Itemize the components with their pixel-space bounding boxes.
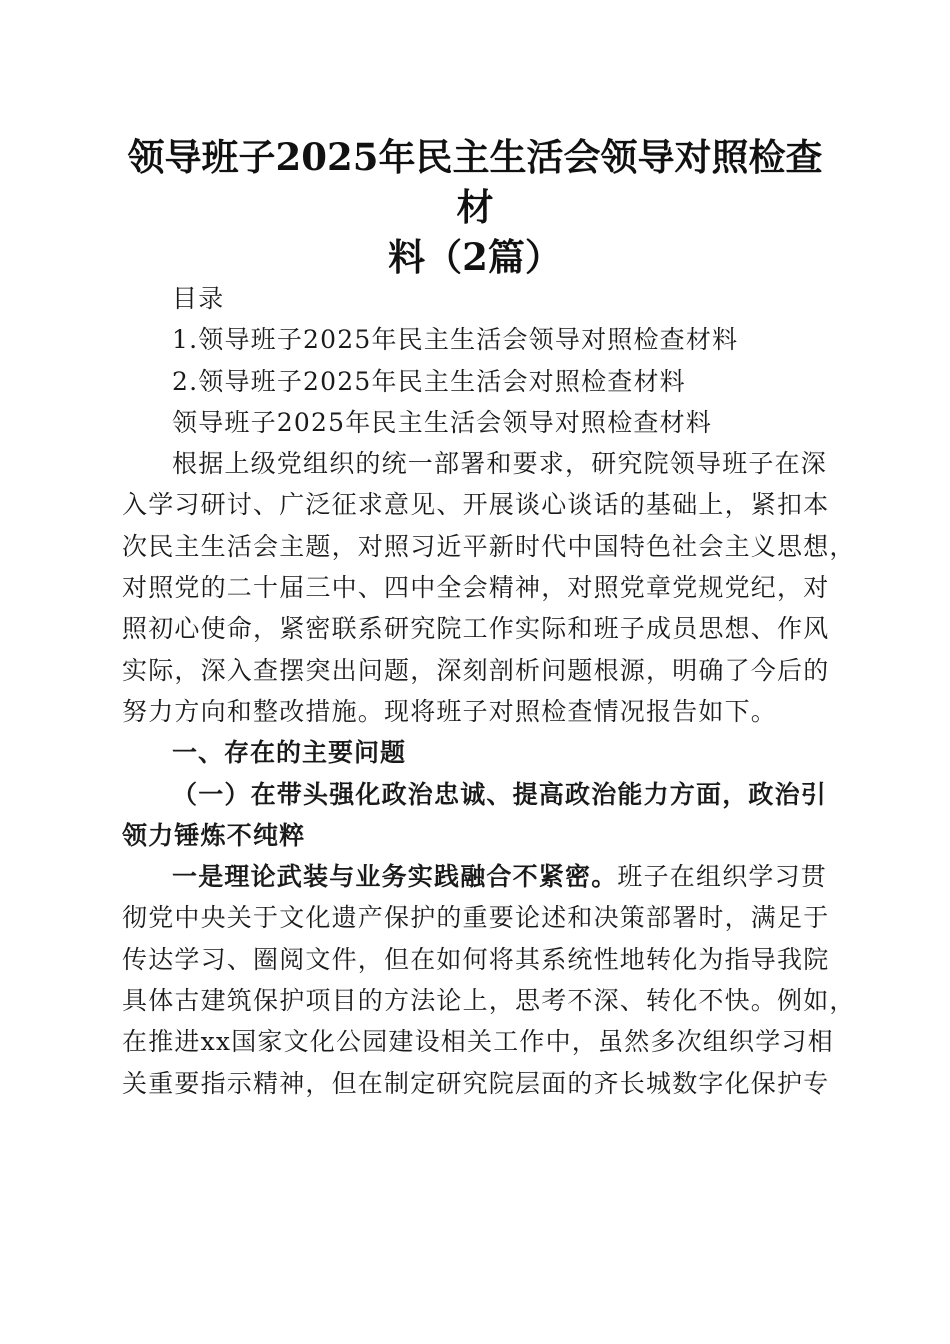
toc-item: 1.领导班子2025年民主生活会领导对照检查材料 (172, 325, 739, 355)
document-body (122, 278, 856, 1104)
paragraph-line: 传达学习、圈阅文件，但在如何将其系统性地转化为指导我院 (122, 944, 830, 974)
intro-line: 实际，深入查摆突出问题，深刻剖析问题根源，明确了今后的 (122, 655, 830, 685)
paragraph-text: 班子在组织学习贯 (617, 862, 828, 892)
subheading-line: （一）在带头强化政治忠诚、提高政治能力方面，政治引 (172, 779, 828, 809)
paragraph-line (122, 856, 828, 897)
toc-item: 2.领导班子2025年民主生活会对照检查材料 (172, 366, 686, 396)
intro-line: 次民主生活会主题，对照习近平新时代中国特色社会主义思想， (122, 531, 856, 561)
paragraph-line: 具体古建筑保护项目的方法论上，思考不深、转化不快。例如， (122, 986, 856, 1016)
intro-line: 根据上级党组织的统一部署和要求，研究院领导班子在深 (172, 449, 828, 479)
title-line-1: 领导班子2025年民主生活会领导对照检查材 (127, 135, 823, 229)
title-line-2: 料（2篇） (388, 235, 562, 279)
paragraph-line: 关重要指示精神，但在制定研究院层面的齐长城数字化保护专 (122, 1068, 830, 1098)
intro-line: 对照党的二十届三中、四中全会精神，对照党章党规党纪，对 (122, 573, 830, 603)
intro-line: 照初心使命，紧密联系研究院工作实际和班子成员思想、作风 (122, 614, 830, 644)
paragraph-line: 彻党中央关于文化遗产保护的重要论述和决策部署时，满足于 (122, 903, 830, 933)
document-title (110, 132, 840, 282)
paragraph-line: 在推进xx国家文化公园建设相关工作中，虽然多次组织学习相 (122, 1027, 834, 1057)
section-title: 领导班子2025年民主生活会领导对照检查材料 (172, 407, 713, 437)
heading-level-1: 一、存在的主要问题 (172, 738, 407, 768)
toc-label: 目录 (172, 284, 225, 313)
intro-line: 努力方向和整改措施。现将班子对照检查情况报告如下。 (122, 696, 778, 726)
subheading-line: 领力锤炼不纯粹 (122, 820, 306, 850)
paragraph-lead: 一是理论武装与业务实践融合不紧密。 (172, 862, 618, 892)
intro-line: 入学习研讨、广泛征求意见、开展谈心谈话的基础上，紧扣本 (122, 490, 830, 520)
